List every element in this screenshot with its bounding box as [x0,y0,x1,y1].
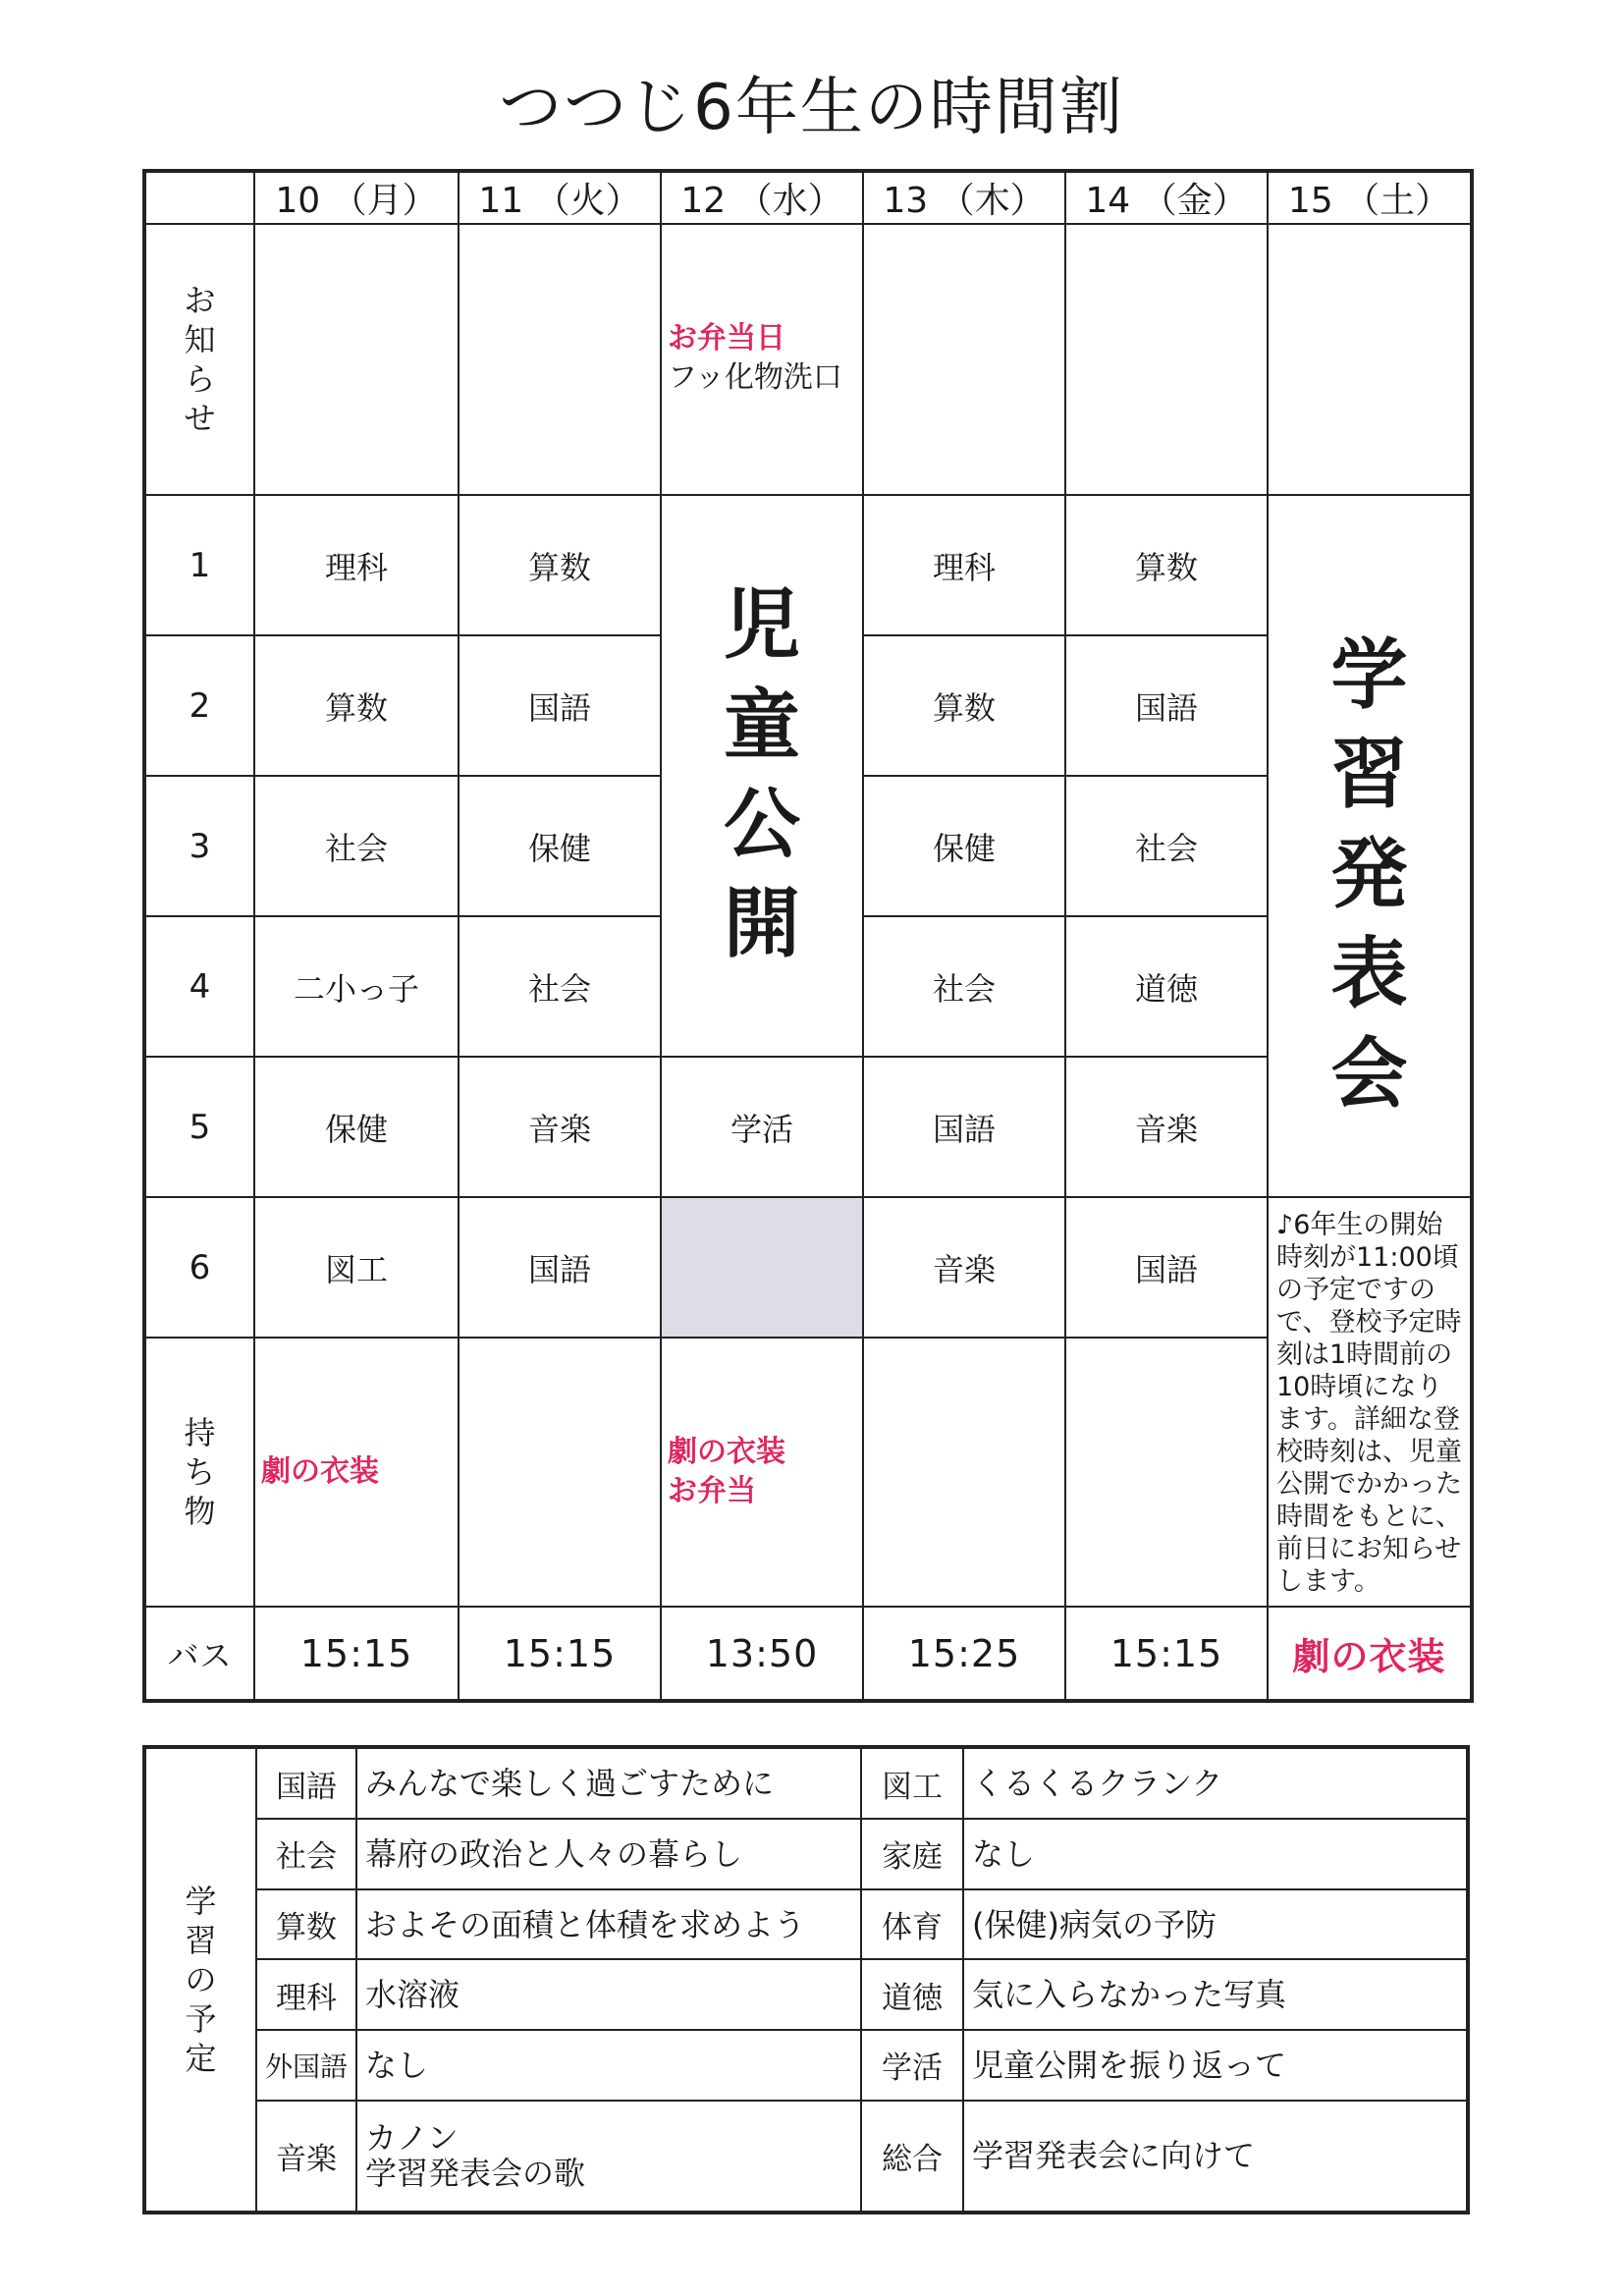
plan-row [144,1819,1468,1889]
page-title: つつじ6年生の時間割 [499,72,1124,144]
plan-content-line: 学習発表会の歌 [365,2155,586,2193]
plan-subject: 道徳 [861,1959,963,2030]
subject-cell: 保健 [863,776,1065,916]
period-number: 4 [144,916,254,1057]
subject-cell: 算数 [863,635,1065,776]
subject-cell: 社会 [459,916,661,1057]
subject-cell: 国語 [459,635,661,776]
belongings-cell [863,1338,1065,1607]
plan-content [356,2101,861,2213]
plan-subject: 外国語 [256,2030,356,2101]
plan-content-line: カノン [365,2119,459,2158]
subject-cell: 算数 [459,495,661,635]
subject-cell: 国語 [1065,635,1268,776]
plan-row [144,1889,1468,1960]
subject-cell: 算数 [1065,495,1268,635]
plan-content: 児童公開を振り返って [963,2030,1468,2101]
belongings-label: 持 ち 物 [144,1338,254,1607]
day-header: 10 （月） [254,171,459,224]
subject-cell: 道徳 [1065,916,1268,1057]
day-header: 15 （土） [1268,171,1472,224]
plan-content: くるくるクランク [963,1747,1468,1819]
subject-cell: 国語 [1065,1197,1268,1338]
bus-time: 13:50 [661,1607,863,1701]
notice-cell [661,224,863,495]
subject-cell: 理科 [254,495,459,635]
notice-cell [459,224,661,495]
plan-content: 幕府の政治と人々の暮らし [356,1819,861,1889]
notices-row [144,224,1472,495]
belongings-cell [254,1338,459,1607]
subject-cell: 音楽 [863,1197,1065,1338]
sat-bus-note: 劇の衣装 [1268,1607,1472,1701]
belongings-cell [1065,1338,1268,1607]
costume-item: 劇の衣装 [261,1454,379,1489]
plan-subject: 家庭 [861,1819,963,1889]
study-plan-table [142,1745,1470,2214]
bus-time: 15:15 [459,1607,661,1701]
plan-subject: 算数 [256,1889,356,1960]
notice-cell [254,224,459,495]
plan-row [144,1959,1468,2030]
bus-time: 15:15 [254,1607,459,1701]
day-header-row [144,171,1472,224]
subject-cell: 社会 [863,916,1065,1057]
subject-cell: 算数 [254,635,459,776]
plan-subject: 総合 [861,2101,963,2213]
period-row [144,495,1472,635]
corner-cell [144,171,254,224]
period-number: 6 [144,1197,254,1338]
fluoride-notice: フッ化物洗口 [668,360,842,395]
plan-content: およその面積と体積を求めよう [356,1889,861,1960]
plan-subject: 体育 [861,1889,963,1960]
subject-cell: 保健 [459,776,661,916]
plan-row [144,2101,1468,2213]
shaded-empty-cell [661,1197,863,1338]
subject-cell: 国語 [459,1197,661,1338]
plan-content: みんなで楽しく過ごすために [356,1747,861,1819]
notice-cell [1065,224,1268,495]
lunch-day-notice: お弁当日 [668,321,785,355]
subject-cell: 音楽 [459,1057,661,1197]
plan-subject: 社会 [256,1819,356,1889]
bus-time: 15:25 [863,1607,1065,1701]
period-row [144,1197,1472,1338]
period-number: 5 [144,1057,254,1197]
belongings-cell [459,1338,661,1607]
plan-subject: 図工 [861,1747,963,1819]
bus-row [144,1607,1472,1701]
day-header: 11 （火） [459,171,661,224]
subject-cell: 社会 [1065,776,1268,916]
plan-content: 学習発表会に向けて [963,2101,1468,2213]
plan-content: なし [963,1819,1468,1889]
wed-event-cell: 児 童 公 開 [661,495,863,1057]
subject-cell: 社会 [254,776,459,916]
costume-item: 劇の衣装 [668,1435,785,1469]
plan-subject: 音楽 [256,2101,356,2213]
plan-content: なし [356,2030,861,2101]
bus-time: 15:15 [1065,1607,1268,1701]
notice-cell [1268,224,1472,495]
subject-cell: 保健 [254,1057,459,1197]
subject-cell: 国語 [863,1057,1065,1197]
bus-label: バス [144,1607,254,1701]
plan-content: 気に入らなかった写真 [963,1959,1468,2030]
plan-content: (保健)病気の予防 [963,1889,1468,1960]
day-header: 12 （水） [661,171,863,224]
period-number: 3 [144,776,254,916]
period-number: 2 [144,635,254,776]
belongings-cell [661,1338,863,1607]
sat-event-cell: 学 習 発 表 会 [1268,495,1472,1197]
subject-cell: 図工 [254,1197,459,1338]
plan-row [144,2030,1468,2101]
plan-subject: 学活 [861,2030,963,2101]
plan-row [144,1747,1468,1819]
plan-label: 学 習 の 予 定 [144,1747,256,2213]
subject-cell: 理科 [863,495,1065,635]
notice-cell [863,224,1065,495]
day-header: 13 （木） [863,171,1065,224]
plan-content: 水溶液 [356,1959,861,2030]
period-number: 1 [144,495,254,635]
subject-cell: 二小っ子 [254,916,459,1057]
subject-cell: 学活 [661,1057,863,1197]
timetable [142,169,1474,1703]
lunch-item: お弁当 [668,1474,756,1508]
subject-cell: 音楽 [1065,1057,1268,1197]
day-header: 14 （金） [1065,171,1268,224]
sat-note: ♪6年生の開始時刻が11:00頃の予定ですので、登校予定時刻は1時間前の10時頃になります。詳細な登校時刻は、児童公開でかかった時間をもとに、前日にお知らせします。 [1268,1197,1472,1607]
notices-label: お 知 ら せ [144,224,254,495]
plan-subject: 理科 [256,1959,356,2030]
plan-subject: 国語 [256,1747,356,1819]
